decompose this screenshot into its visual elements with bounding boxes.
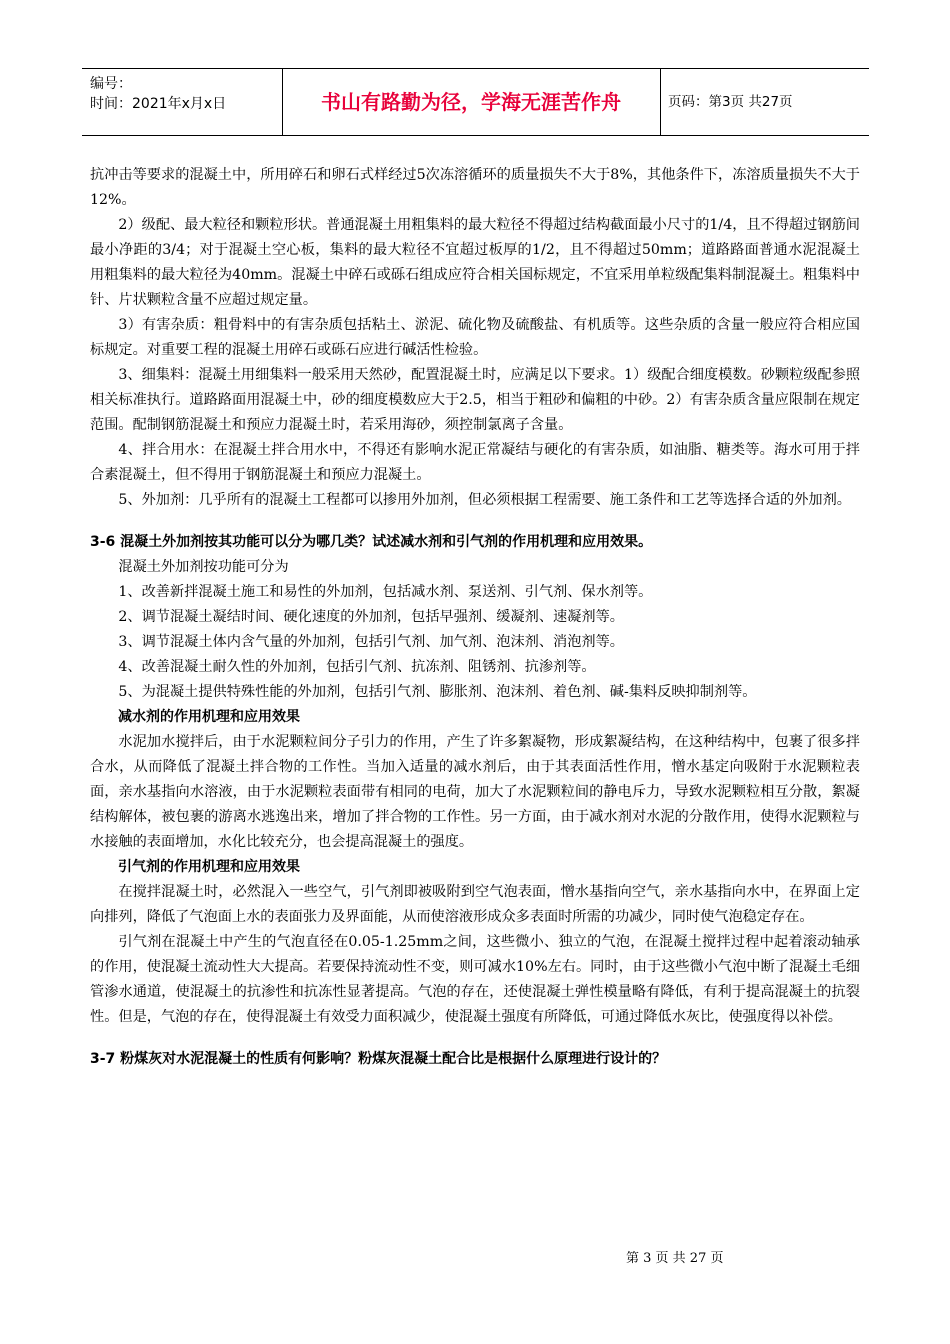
document-number: 编号：: [90, 76, 132, 92]
list-item: 5、为混凝土提供特殊性能的外加剂，包括引气剂、膨胀剂、泡沫剂、着色剂、碱-集料反映抑制剂等。: [118, 684, 757, 700]
question-heading: 3-7 粉煤灰对水泥混凝土的性质有何影响？粉煤灰混凝土配合比是根据什么原理进行设计的？: [90, 1051, 667, 1067]
document-body: [90, 163, 860, 1072]
paragraph: 4、拌合用水：在混凝土拌合用水中，不得还有影响水泥正常凝结与硬化的有害杂质，如油脂、糖类等。海水可用于拌合素混凝土，但不得用于钢筋混凝土和预应力混凝土。: [90, 442, 860, 483]
paragraph: 3）有害杂质：粗骨料中的有害杂质包括粘土、淤泥、硫化物及硫酸盐、有机质等。这些杂质的含量一般应符合相应国标规定。对重要工程的混凝土用碎石或砾石应进行碱活性检验。: [90, 317, 860, 358]
section-subheading: 引气剂的作用机理和应用效果: [118, 859, 300, 875]
page-header: [82, 68, 869, 136]
page-footer: 第 3 页 共 27 页: [626, 1251, 724, 1266]
header-motto-cell: [282, 69, 661, 135]
paragraph: 3、细集料：混凝土用细集料一般采用天然砂，配置混凝土时，应满足以下要求。1）级配合细度模数。砂颗粒级配参照相关标准执行。道路路面用混凝土中，砂的细度模数应大于2.5，相当于粗砂和偏粗的中砂。2）有害杂质含量应限制在规定范围。配制钢筋混凝土和预应力混凝土时，若采用海砂，须控制氯离子含量。: [90, 367, 861, 433]
list-item: 4、改善混凝土耐久性的外加剂，包括引气剂、抗冻剂、阻锈剂、抗渗剂等。: [118, 659, 596, 675]
document-date: 时间：2021年x月x日: [90, 96, 227, 112]
paragraph: 引气剂在混凝土中产生的气泡直径在0.05-1.25mm之间，这些微小、独立的气泡，在混凝土搅拌过程中起着滚动轴承的作用，使混凝土流动性大大提高。若要保持流动性不变，则可减水10%左右。同时，由于这些微小气泡中断了混凝土毛细管渗水通道，使混凝土的抗渗性和抗冻性显著提高。气泡的存在，还使混凝土弹性模量略有降低，有利于提高混凝土的抗裂性。但是，气泡的存在，使得混凝土有效受力面积减少，使混凝土强度有所降低，可通过降低水灰比，使强度得以补偿。: [90, 934, 860, 1025]
header-page-number: 页码：第3页 共27页: [668, 94, 793, 110]
section-subheading: 减水剂的作用机理和应用效果: [118, 709, 300, 725]
list-item: 3、调节混凝土体内含气量的外加剂，包括引气剂、加气剂、泡沫剂、消泡剂等。: [118, 634, 624, 650]
question-heading: 3-6 混凝土外加剂按其功能可以分为哪几类？试述减水剂和引气剂的作用机理和应用效果。: [90, 534, 653, 550]
list-item: 1、改善新拌混凝土施工和易性的外加剂，包括减水剂、泵送剂、引气剂、保水剂等。: [118, 584, 653, 600]
paragraph: 水泥加水搅拌后，由于水泥颗粒间分子引力的作用，产生了许多絮凝物，形成絮凝结构，在这种结构中，包裹了很多拌合水，从而降低了混凝土拌合物的工作性。当加入适量的减水剂后，由于其表面活性作用，憎水基定向吸附于水泥颗粒表面，亲水基指向水溶液，由于水泥颗粒表面带有相同的电荷，加大了水泥颗粒间的静电斥力，导致水泥颗粒相互分散，絮凝结构解体，被包裹的游离水逃逸出来，增加了拌合物的工作性。另一方面，由于减水剂对水泥的分散作用，使得水泥颗粒与水接触的表面增加，水化比较充分，也会提高混凝土的强度。: [90, 734, 860, 850]
paragraph: 混凝土外加剂按功能可分为: [118, 559, 289, 575]
paragraph: 5、外加剂：几乎所有的混凝土工程都可以掺用外加剂，但必须根据工程需要、施工条件和工艺等选择合适的外加剂。: [118, 492, 851, 508]
paragraph: 在搅拌混凝土时，必然混入一些空气，引气剂即被吸附到空气泡表面，憎水基指向空气，亲水基指向水中，在界面上定向排列，降低了气泡面上水的表面张力及界面能，从而使溶液形成众多表面时所需的功减少，同时使气泡稳定存在。: [90, 884, 860, 925]
header-motto: 书山有路勤为径，学海无涯苦作舟: [321, 90, 621, 114]
header-meta: [82, 69, 283, 135]
paragraph: 2）级配、最大粒径和颗粒形状。普通混凝土用粗集料的最大粒径不得超过结构截面最小尺寸的1/4，且不得超过钢筋间最小净距的3/4；对于混凝土空心板，集料的最大粒径不宜超过板厚的1/2，且不得超过50mm；道路路面普通水泥混凝土用粗集料的最大粒径为40mm。混凝土中碎石或砾石组成应符合相关国标规定，不宜采用单粒级配集料制混凝土。粗集料中针、片状颗粒含量不应超过规定量。: [90, 217, 860, 308]
list-item: 2、调节混凝土凝结时间、硬化速度的外加剂，包括早强剂、缓凝剂、速凝剂等。: [118, 609, 624, 625]
paragraph: 抗冲击等要求的混凝土中，所用碎石和卵石式样经过5次冻溶循环的质量损失不大于8%，其他条件下，冻溶质量损失不大于12%。: [90, 167, 860, 208]
